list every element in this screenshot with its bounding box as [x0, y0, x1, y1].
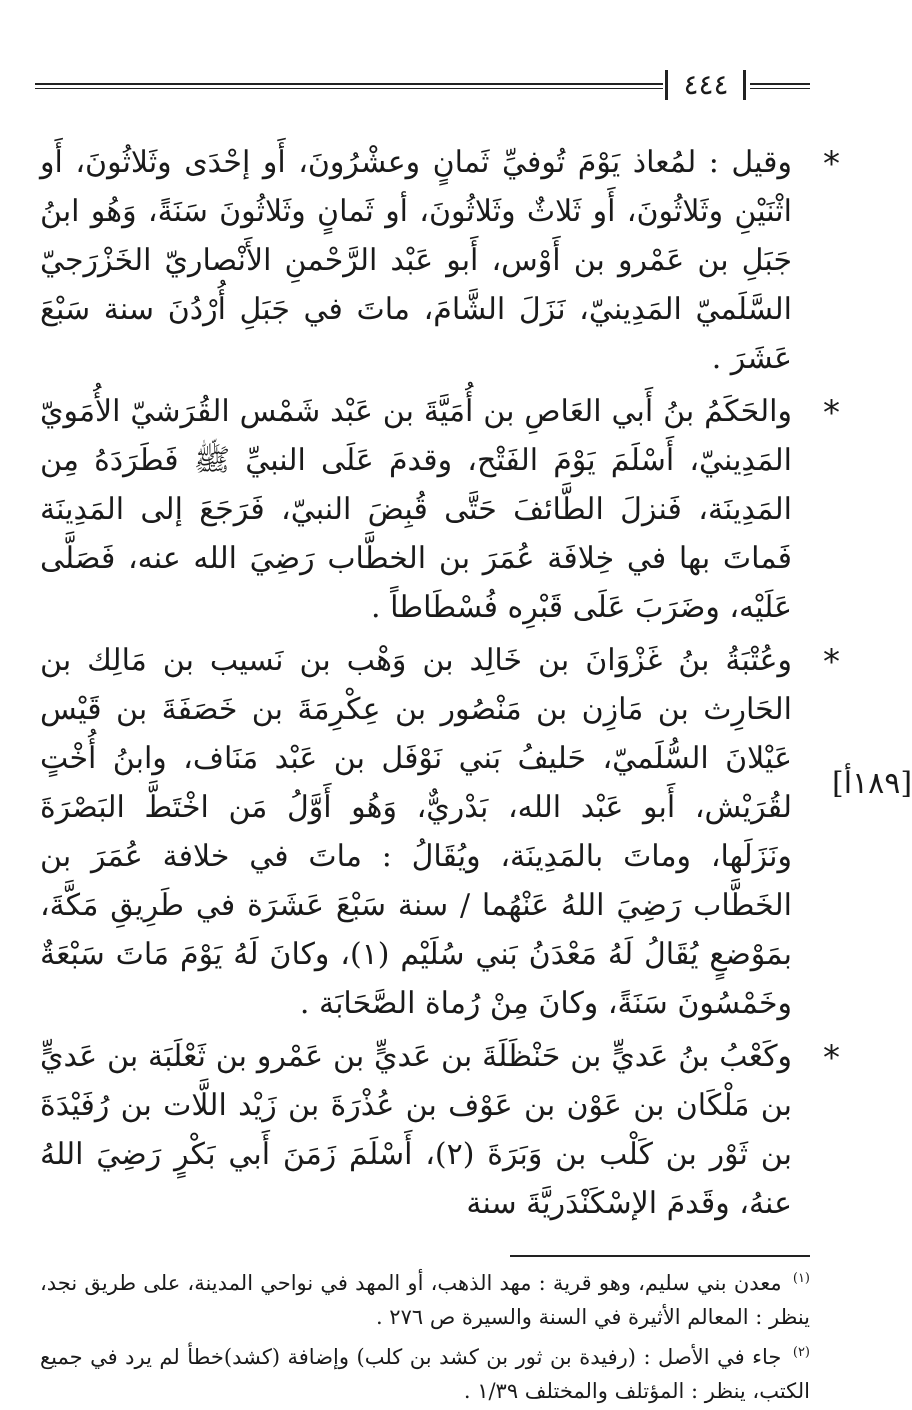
footnote-mark: (١) [792, 1271, 810, 1286]
entry-bullet: * [823, 144, 840, 184]
header-bar-left [665, 70, 668, 100]
entry-bullet: * [823, 1038, 840, 1078]
page-number: ٤٤٤ [683, 68, 729, 101]
entry-bullet: * [823, 642, 840, 682]
entry-bullet: * [823, 393, 840, 433]
entry-muadh [40, 138, 840, 383]
footnote-separator [510, 1255, 810, 1257]
entry-text: والحَكَمُ بنُ أَبي العَاصِ بن أُمَيَّةَ بن عَبْد شَمْس القُرَشيّ الأُمَويّ المَدِينيّ، أَسْلَمَ يَوْمَ الفَتْح، وقدمَ عَلَى النبيِّ ﷺ فَطَرَدَهُ مِن المَدِينَة، فَنزلَ الطَّائفَ حَتَّى قُبِضَ النبيّ، فَرَجَعَ إلى المَدِينَة فَماتَ بها في خِلافَة عُمَرَ بن الخطَّاب رَضِيَ الله عنه، فَصَلَّى عَلَيْه، وضَرَبَ عَلَى قَبْرِه فُسْطَاطاً . [40, 394, 792, 625]
entry-utbah [40, 636, 840, 1028]
header-rule-right [750, 83, 810, 89]
entry-kaab [40, 1032, 840, 1228]
header-rule-left [35, 83, 663, 89]
footnote-text: جاء في الأصل : (رفيدة بن ثور بن كشد بن كلب) وإضافة (كشد)خطأ لم يرد في جميع الكتب، ينظر : المؤتلف والمختلف ١/٣٩ . [40, 1345, 810, 1403]
header-bar-right [743, 70, 746, 100]
entry-text: وقيل : لمُعاذ يَوْمَ تُوفيِّ ثَمانٍ وعشْرُونَ، أَو إحْدَى وثَلاثُونَ، أَو اثْنَيْنِ وثَلاثُونَ، أَو ثَلاثٌ وثَلاثُونَ، أو ثَمانٍ وثَلاثُونَ سَنَةً، وَهُو ابنُ جَبَلِ بن عَمْرو بن أَوْس، أَبو عَبْد الرَّحْمنِ الأَنْصاريّ الخَزْرَجيّ السَّلَميّ المَدِينيّ، نَزَلَ الشَّامَ، ماتَ في جَبَلِ أُرْدُنَ سنة سَبْعَ عَشَرَ . [40, 145, 792, 376]
footnote-2 [40, 1336, 810, 1408]
footnote-1 [40, 1262, 810, 1334]
footnotes [40, 1262, 810, 1410]
footnote-text: معدن بني سليم، وهو قرية : مهد الذهب، أو المهد في نواحي المدينة، على طريق نجد، ينظر : المعالم الأثيرة في السنة والسيرة ص ٢٧٦ . [40, 1271, 810, 1329]
body-text [40, 138, 840, 1232]
entry-text: وعُتْبَةُ بنُ غَزْوَانَ بن خَالِد بن وَهْب بن نَسيب بن مَالِك بن الحَارِث بن مَازِن بن مَنْصُور بن عِكْرِمَةَ بن خَصَفَةَ بن قَيْس عَيْلانَ السُّلَميّ، حَليفُ بَني نَوْفَل بن عَبْد مَنَاف، وابنُ أُخْتٍ لقُرَيْش، أَبو عَبْد الله، بَدْريٌّ، وَهُو أَوَّلُ مَن اخْتَطَّ البَصْرَةَ ونَزَلَها، وماتَ بالمَدِينَة، ويُقَالُ : ماتَ في خلافة عُمَرَ بن الخَطَّاب رَضِيَ اللهُ عَنْهُما / سنة سَبْعَ عَشَرَة في طَرِيقِ مَكَّةَ، بمَوْضعٍ يُقَالُ لَهُ مَعْدَنُ بَني سُلَيْم (١)، وكانَ لَهُ يَوْمَ مَاتَ سَبْعَةٌ وخَمْسُونَ سَنَةً، وكانَ مِنْ رُماة الصَّحَابَة . [40, 643, 792, 1021]
page-header [35, 70, 810, 110]
entry-hakam [40, 387, 840, 632]
entry-text: وكَعْبُ بنُ عَديٍّ بن حَنْظَلَةَ بن عَديٍّ بن عَمْرو بن ثَعْلَبَة بن عَديٍّ بن مَلْكَان بن عَوْن بن عَوْف بن عُذْرَةَ بن زَيْد اللَّات بن رُفَيْدَةَ بن ثَوْر بن كَلْب بن وَبَرَةَ (٢)، أَسْلَمَ زَمَنَ أَبي بَكْرٍ رَضِيَ اللهُ عنهُ، وقَدمَ الإسْكَنْدَريَّةَ سنة [40, 1039, 792, 1221]
manuscript-folio-note: [١٨٩أ] [832, 766, 912, 801]
footnote-mark: (٢) [792, 1345, 810, 1360]
